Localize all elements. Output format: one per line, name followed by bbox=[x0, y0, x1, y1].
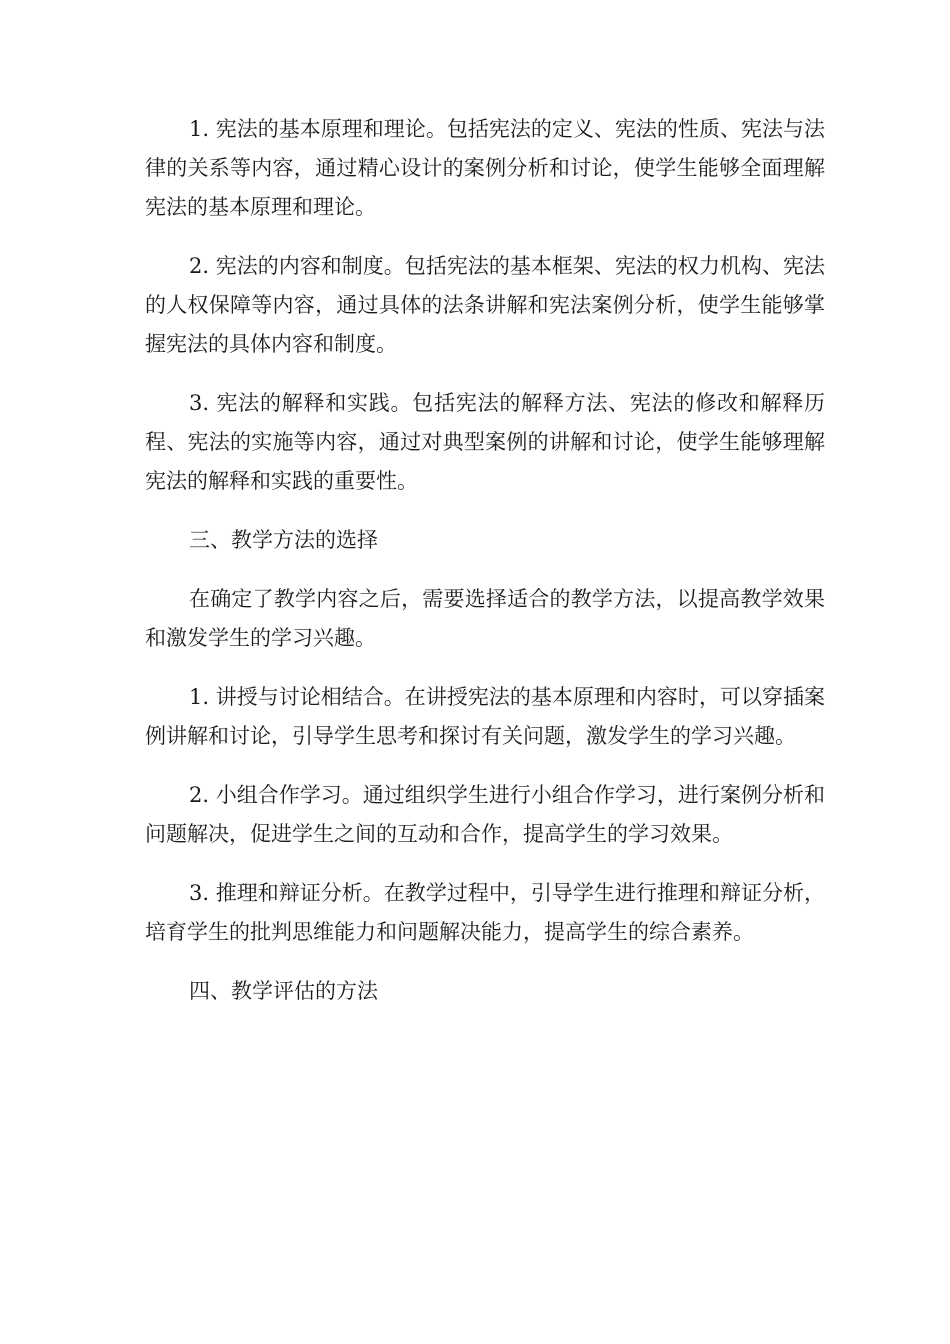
body-paragraph-methods-intro: 在确定了教学内容之后，需要选择适合的教学方法，以提高教学效果和激发学生的学习兴趣。 bbox=[145, 587, 825, 650]
list-item-principles: 1. 宪法的基本原理和理论。包括宪法的定义、宪法的性质、宪法与法律的关系等内容，通过精心设计的案例分析和讨论，使学生能够全面理解宪法的基本原理和理论。 bbox=[145, 117, 825, 219]
list-item-lecture-discussion: 1. 讲授与讨论相结合。在讲授宪法的基本原理和内容时，可以穿插案例讲解和讨论，引导学生思考和探讨有关问题，激发学生的学习兴趣。 bbox=[145, 685, 825, 748]
list-item-content-system: 2. 宪法的内容和制度。包括宪法的基本框架、宪法的权力机构、宪法的人权保障等内容，通过具体的法条讲解和宪法案例分析，使学生能够掌握宪法的具体内容和制度。 bbox=[145, 254, 825, 356]
section-heading-evaluation: 四、教学评估的方法 bbox=[189, 979, 378, 1003]
list-item-reasoning: 3. 推理和辩证分析。在教学过程中，引导学生进行推理和辩证分析，培育学生的批判思维能力和问题解决能力，提高学生的综合素养。 bbox=[145, 881, 825, 944]
list-item-interpretation: 3. 宪法的解释和实践。包括宪法的解释方法、宪法的修改和解释历程、宪法的实施等内容，通过对典型案例的讲解和讨论，使学生能够理解宪法的解释和实践的重要性。 bbox=[145, 391, 825, 493]
list-item-group-learning: 2. 小组合作学习。通过组织学生进行小组合作学习，进行案例分析和问题解决，促进学生之间的互动和合作，提高学生的学习效果。 bbox=[145, 783, 825, 846]
document-body bbox=[145, 110, 825, 1031]
section-heading-teaching-methods: 三、教学方法的选择 bbox=[189, 528, 378, 552]
